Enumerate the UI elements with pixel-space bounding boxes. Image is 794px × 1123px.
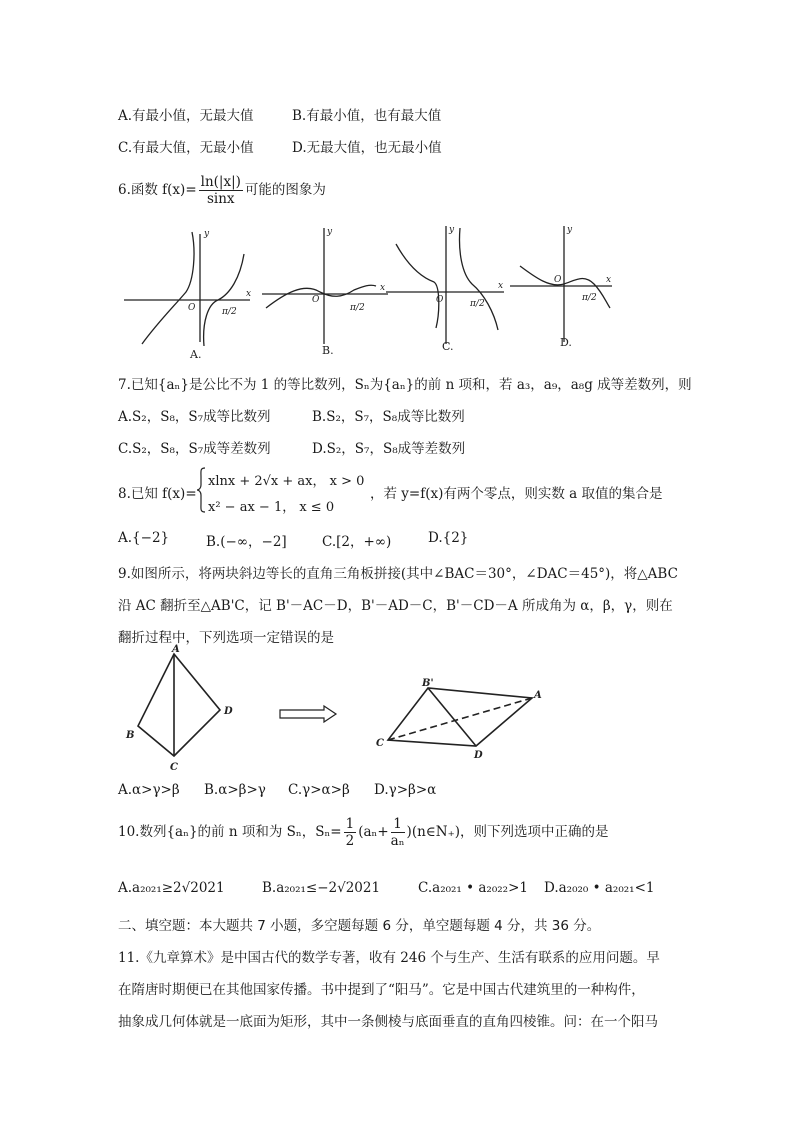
graph-b-pi-half: π/2 — [350, 303, 365, 313]
graph-c-pi-half: π/2 — [470, 299, 485, 309]
q10-inv-num: 1 — [391, 816, 405, 833]
graph-c-origin: O — [436, 295, 444, 305]
graph-b-x-label: x — [380, 283, 386, 293]
q11-line-2: 在隋唐时期便已在其他国家传播。书中提到了“阳马”。它是中国古代建筑里的一种构件， — [118, 982, 645, 998]
q8-case-2: x² − ax − 1， x ≤ 0 — [208, 500, 335, 515]
graph-c-y-label: y — [449, 225, 455, 235]
fig-left-label-c: C — [170, 762, 178, 773]
q7-option-d: D.S₂，S₇，S₈成等差数列 — [312, 441, 466, 457]
fig-right-label-c: C — [376, 738, 384, 749]
q9-option-b: B.α>β>γ — [204, 782, 266, 798]
graph-a-origin: O — [188, 303, 196, 313]
fig-right-label-a: A — [534, 690, 542, 701]
graph-b-origin: O — [312, 295, 320, 305]
q5-option-a: A.有最小值，无最大值 — [118, 108, 254, 124]
q8-case-1: xlnx + 2√x + ax， x > 0 — [208, 474, 365, 489]
q8-option-d: D.{2} — [428, 530, 469, 546]
q10-option-d: D.a₂₀₂₀ • a₂₀₂₁<1 — [544, 880, 655, 896]
q10-option-c: C.a₂₀₂₁ • a₂₀₂₂>1 — [418, 880, 528, 896]
q10-half-den: 2 — [345, 833, 355, 849]
q6-stem — [118, 172, 326, 208]
q10-option-b: B.a₂₀₂₁≤−2√2021 — [262, 880, 381, 896]
q6-fraction — [199, 174, 243, 207]
fig-right-label-bprime: B' — [422, 678, 434, 689]
section-2-heading: 二、填空题：本大题共 7 小题，多空题每题 6 分，单空题每题 4 分，共 36 分。 — [118, 918, 601, 934]
q10-stem — [118, 812, 608, 852]
q11-line-1: 11.《九章算术》是中国古代的数学专著，收有 246 个与生产、生活有联系的应用问题。早 — [118, 950, 660, 966]
q7-option-c: C.S₂，S₈，S₇成等差数列 — [118, 441, 271, 457]
graph-b-y-label: y — [327, 227, 333, 237]
q10-prefix: 10.数列{aₙ}的前 n 项和为 Sₙ，Sₙ= — [118, 824, 342, 840]
graph-c-label: C. — [442, 340, 454, 353]
graph-d-label: D. — [560, 336, 572, 349]
q8-option-b: B.(−∞，−2] — [206, 534, 287, 550]
q5-option-b: B.有最小值，也有最大值 — [292, 108, 442, 124]
q9-line-2: 沿 AC 翻折至△AB'C，记 B'－AC－D，B'－AD－C，B'－CD－A 所成角为 α，β，γ，则在 — [118, 598, 673, 614]
graph-d-y-label: y — [567, 225, 573, 235]
q9-option-a: A.α>γ>β — [118, 782, 180, 798]
q7-option-b: B.S₂，S₇，S₈成等比数列 — [312, 409, 465, 425]
q8-suffix: ，若 y=f(x)有两个零点，则实数 a 取值的集合是 — [370, 486, 663, 502]
fig-left-label-a: A — [172, 644, 180, 655]
q8-prefix: 8.已知 f(x)= — [118, 486, 197, 502]
q5-option-d: D.无最大值，也无最小值 — [292, 140, 442, 156]
q10-option-a: A.a₂₀₂₁≥2√2021 — [118, 880, 225, 896]
q9-line-1: 9.如图所示，将两块斜边等长的直角三角板拼接(其中∠BAC＝30°，∠DAC＝45°)，将△ABC — [118, 566, 678, 582]
q10-inv-den: aₙ — [390, 833, 405, 849]
fig-right-label-d: D — [474, 750, 483, 761]
q5-option-c: C.有最大值，无最小值 — [118, 140, 254, 156]
graph-c-x-label: x — [498, 281, 504, 291]
graph-d-x-label: x — [606, 275, 612, 285]
q11-line-3: 抽象成几何体就是一底面为矩形，其中一条侧棱与底面垂直的直角四棱锥。问：在一个阳马 — [118, 1014, 658, 1030]
q6-numerator: ln(|x|) — [200, 174, 241, 190]
graph-a-pi-half: π/2 — [222, 307, 237, 317]
q10-inverse-fraction — [391, 816, 405, 849]
graph-d-pi-half: π/2 — [582, 293, 597, 303]
q9-figure — [118, 644, 558, 774]
graph-b-label: B. — [322, 344, 334, 357]
q10-mid: (aₙ+ — [358, 824, 389, 840]
q6-prefix: 6.函数 f(x)= — [118, 182, 197, 198]
q7-option-a: A.S₂，S₈，S₇成等比数列 — [118, 409, 271, 425]
graph-a-x-label: x — [246, 289, 252, 299]
q9-option-d: D.γ>β>α — [374, 782, 437, 798]
q10-half-fraction — [344, 816, 357, 849]
q7-stem: 7.已知{aₙ}是公比不为 1 的等比数列，Sₙ为{aₙ}的前 n 项和，若 a₃，a₉，a₈g 成等差数列，则 — [118, 377, 692, 393]
q8-brace — [196, 467, 206, 513]
graph-a-y-label: y — [204, 229, 210, 239]
q10-half-num: 1 — [345, 816, 355, 832]
q6-graphs — [118, 222, 618, 362]
fig-left-label-b: B — [126, 730, 135, 741]
graph-d-origin: O — [554, 275, 562, 285]
fig-left-label-d: D — [224, 706, 233, 717]
q6-suffix: 可能的图象为 — [244, 182, 326, 198]
graph-a-label: A. — [190, 348, 202, 361]
q9-line-3: 翻折过程中，下列选项一定错误的是 — [118, 630, 334, 646]
q10-suffix: )(n∈N₊)，则下列选项中正确的是 — [406, 824, 609, 840]
q9-option-c: C.γ>α>β — [288, 782, 350, 798]
q8-option-c: C.[2，+∞) — [322, 534, 392, 550]
q8-option-a: A.{−2} — [118, 530, 170, 546]
q6-denominator: sinx — [206, 191, 235, 207]
